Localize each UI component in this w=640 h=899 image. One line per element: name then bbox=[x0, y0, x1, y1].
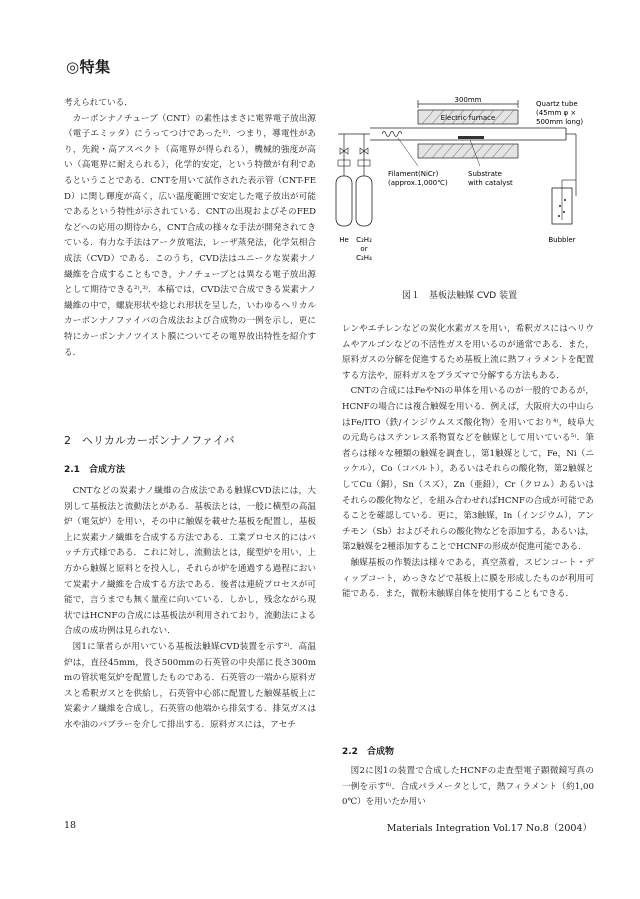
length-label: 300mm bbox=[454, 96, 482, 104]
bubbler-label: Bubbler bbox=[548, 236, 576, 244]
figure-1-caption: 図１ 基板法触媒 CVD 装置 bbox=[402, 291, 518, 301]
gas-label: or bbox=[360, 245, 368, 253]
intro-paragraph: カーボンナノチューブ（CNT）の素性はまさに電界電子放出源（電子エミッタ）にうってつけであった¹⁾．つまり，導電性があり，先鋭・高アスペクト（高電界が得られる），機械的強度が高い（高電界に耐えられる），化学的安定，という特徴が有利であるということである．CNTを用いて試作された表示管（CNT-FED）に関し輝度が高く，広い温度範囲で安定した電子放出が可能であるという特性が示されている．CNTの出現およびそのFEDなどへの応用の期待から，CNT合成の様々な手法が開発されてきている．有力な手法はアーク放電法，レーザ蒸発法，化学気相合成法（CVD）である．このうち，CVD法はユニークな炭素ナノ繊維を合成することもでき，ナノチューブとは異なる電子放出源として期待できる²⁾,³⁾．本稿では，CVD法で合成できる炭素ナノ繊維の中で，螺旋形状や捻じれ形状を呈した，いわゆるヘリカルカーボンナノファイバの合成法および合成物の一例を示し，更に特にカーボンナノツイスト膜についてその電界放出特性を紹介する． bbox=[64, 113, 316, 358]
tube-label: Quartz tube bbox=[536, 100, 578, 108]
left-column-intro bbox=[64, 96, 316, 361]
body-paragraph: CNTなどの炭素ナノ繊維の合成法である触媒CVD法には，大別して基板法と流動法とがある．基板法とは，一般に横型の高温炉（電気炉）を用い，その中に触媒を載せた基板を配置し，基板上に炭素ナノ繊維を合成する方法である．工業プロセス的にはバッチ方式様である．これに対し，流動法とは，縦型炉を用い，上方から触媒と原料とを投入し，それらが炉を通過する過程において炭素ナノ繊維を合成する方法である．後者は連続プロセスが可能で，言うまでも無く量産に向いている．しかし，残念ながら現状ではHCNFの合成には基板法が利用されており，流動法による合成の成功例は見られない． bbox=[64, 486, 316, 637]
gas-label: C₂H₄ bbox=[356, 254, 372, 262]
section-2-1-title: 2.1 合成方法 bbox=[64, 465, 125, 475]
body-paragraph: 図2に図1の装置で合成したHCNFの走査型電子顕微鏡写真の一例を示す⁶⁾．合成パラメータとして，熱フィラメント（約1,000℃）を用いたか用い bbox=[342, 766, 594, 808]
tube-label: 500mm long) bbox=[536, 118, 584, 126]
right-column-body-2 bbox=[342, 764, 594, 811]
body-paragraph: レンやエチレンなどの炭化水素ガスを用い，希釈ガスにはヘリウムやアルゴンなどの不活性ガスを用いるのが通常である．また，原料ガスの分解を促進するため基板上流に熱フィラメントを配置する方法や，原料ガスをプラズマで分解する方法もある． bbox=[342, 324, 594, 381]
section-2-2-title: 2.2 合成物 bbox=[342, 747, 394, 757]
journal-citation: Materials Integration Vol.17 No.8（2004） bbox=[386, 823, 592, 834]
furnace-label: Electric furnace bbox=[440, 114, 496, 122]
filament-label: Filament(NiCr) bbox=[388, 170, 439, 178]
figure-1-cvd-apparatus bbox=[330, 96, 590, 276]
body-paragraph: 図1に筆者らが用いている基板法触媒CVD装置を示す²⁾．高温炉は，直径45mm，長さ500mmの石英管の中央部に長さ300mmの管状電気炉を配置したものである．石英管の一端から原料ガスと希釈ガスとを供給し，石英管中心部に配置した触媒基板上に炭素ナノ繊維を合成し，石英管の他端から排気する．排気ガスは水や油のバブラーを介して排出する．原料ガスには，アセチ bbox=[64, 641, 316, 730]
he-cylinder bbox=[336, 176, 352, 226]
body-paragraph: CNTの合成にはFeやNiの単体を用いるのが一般的であるが，HCNFの場合には複合触媒を用いる．例えば，大阪府大の中山らはFe/ITO（鉄/インジウムスズ酸化物）を用いており⁴⁾，岐阜大の元島らはステンレス系物質などを触媒として用いている⁵⁾．筆者らは様々な種類の触媒を調査し，第1触媒として，Fe，Ni（ニッケル），Co（コバルト），あるいはそれらの酸化物，第2触媒としてCu（銅），Sn（スズ），Zn（亜鉛），Cr（クロム）あるいはそれらの酸化物など，を組み合わせればHCNFの合成が可能であることを確認している．更に，第3触媒，In（インジウム），アンチモン（Sb）およびそれらの酸化物などを添加する，あるいは，第2触媒を2種添加することでHCNFの形成が促進可能である． bbox=[342, 386, 595, 553]
substrate bbox=[458, 136, 484, 139]
gas-label: He bbox=[339, 236, 349, 244]
section-2-title: 2 ヘリカルカーボンナノファイバ bbox=[64, 434, 235, 447]
section-header: ◎特集 bbox=[66, 58, 111, 76]
filament-label: (approx.1,000℃) bbox=[388, 179, 448, 187]
gas-label: C₂H₂ bbox=[356, 236, 372, 244]
intro-paragraph: 考えられている． bbox=[64, 98, 133, 108]
hydrocarbon-cylinder bbox=[356, 176, 372, 226]
substrate-label: Substrate bbox=[468, 170, 502, 178]
right-column-body bbox=[342, 322, 594, 603]
tube-label: (45mm φ × bbox=[536, 109, 577, 117]
substrate-label: with catalyst bbox=[468, 179, 513, 187]
body-paragraph: 触媒基板の作製法は様々である，真空蒸着，スピンコート・ディップコート，めっきなどで基板上に膜を形成したものが利用可能である．また，微粉末触媒自体を使用することもできる． bbox=[342, 557, 594, 600]
filament-coil bbox=[382, 132, 402, 137]
page-number: 18 bbox=[64, 820, 77, 831]
left-column-body bbox=[64, 484, 316, 734]
